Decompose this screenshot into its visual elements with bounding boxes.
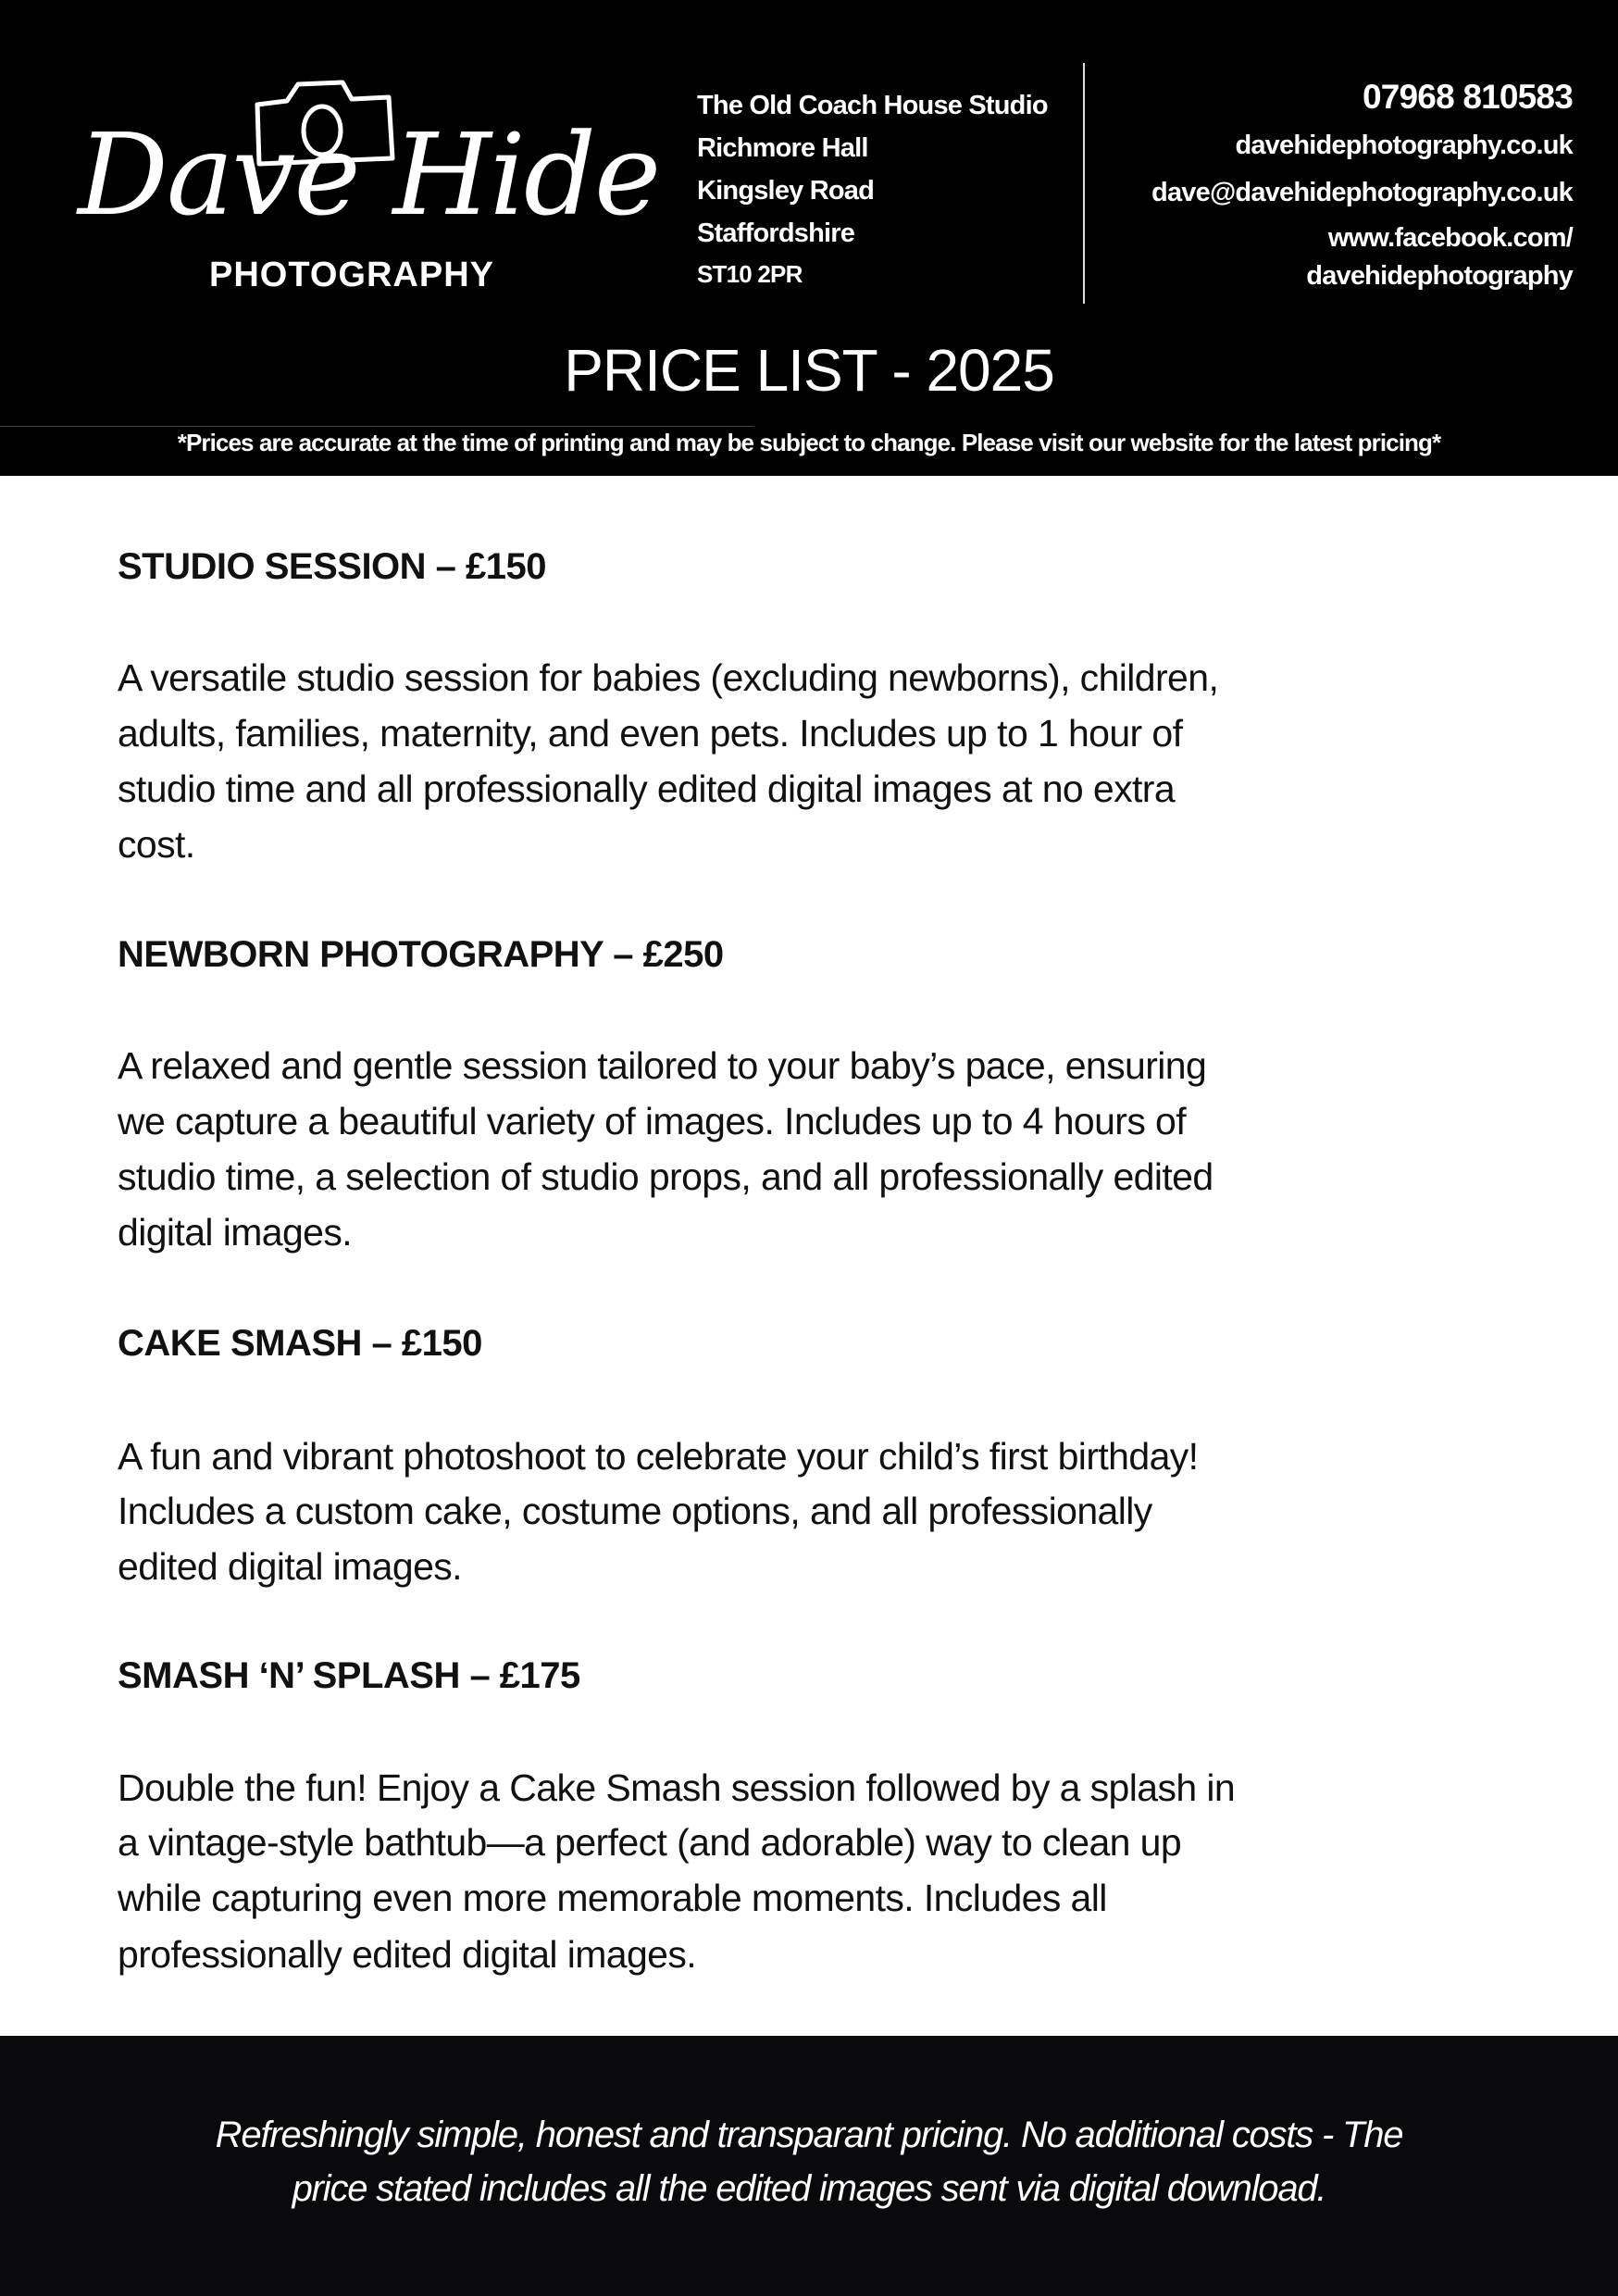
section-text-line: cost. bbox=[118, 823, 195, 866]
divider bbox=[0, 426, 754, 427]
email-link[interactable]: dave@davehidephotography.co.uk bbox=[1151, 178, 1573, 207]
section-text-line: Double the fun! Enjoy a Cake Smash session followed by a splash in bbox=[118, 1766, 1236, 1809]
section-text-line: digital images. bbox=[118, 1211, 353, 1254]
divider bbox=[1083, 63, 1085, 304]
section-text-line: Includes a custom cake, costume options, and all professionally bbox=[118, 1490, 1152, 1532]
section-heading: NEWBORN PHOTOGRAPHY – £250 bbox=[118, 934, 724, 975]
header bbox=[0, 0, 1618, 476]
section-text-line: a vintage-style bathtub—a perfect (and adorable) way to clean up bbox=[118, 1821, 1182, 1864]
address-line: Kingsley Road bbox=[697, 176, 875, 206]
section-text-line: A versatile studio session for babies (excluding newborns), children, bbox=[118, 656, 1219, 699]
section-text-line: adults, families, maternity, and even pets. Includes up to 1 hour of bbox=[118, 712, 1183, 755]
section-heading: CAKE SMASH – £150 bbox=[118, 1323, 482, 1364]
footer-text-line: Refreshingly simple, honest and transparant pricing. No additional costs - The bbox=[215, 2115, 1403, 2155]
section-text-line: we capture a beautiful variety of images. Includes up to 4 hours of bbox=[118, 1100, 1187, 1142]
logo-name: Dave Hide bbox=[78, 109, 660, 241]
address-line: Richmore Hall bbox=[697, 133, 868, 163]
footer bbox=[0, 2036, 1618, 2296]
logo-subtitle: PHOTOGRAPHY bbox=[209, 256, 495, 294]
page-title: PRICE LIST - 2025 bbox=[564, 337, 1054, 404]
section-text-line: professionally edited digital images. bbox=[118, 1933, 697, 1976]
facebook-link-line-1[interactable]: www.facebook.com/ bbox=[1327, 223, 1573, 253]
section-text-line: studio time and all professionally edited digital images at no extra bbox=[118, 767, 1176, 810]
section-text-line: while capturing even more memorable moments. Includes all bbox=[118, 1877, 1107, 1919]
section-text-line: studio time, a selection of studio props, and all professionally edited bbox=[118, 1155, 1214, 1198]
footer-text-line: price stated includes all the edited images sent via digital download. bbox=[292, 2168, 1326, 2209]
section-text-line: A fun and vibrant photoshoot to celebrate your child’s first birthday! bbox=[118, 1435, 1199, 1478]
section-heading: SMASH ‘N’ SPLASH – £175 bbox=[118, 1655, 580, 1696]
section-text-line: edited digital images. bbox=[118, 1545, 462, 1588]
address-line: ST10 2PR bbox=[697, 260, 803, 288]
website-link[interactable]: davehidephotography.co.uk bbox=[1235, 131, 1573, 160]
phone-number: 07968 810583 bbox=[1362, 78, 1573, 116]
address-line: The Old Coach House Studio bbox=[697, 91, 1048, 120]
facebook-link-line-2[interactable]: davehidephotography bbox=[1306, 261, 1573, 291]
address-line: Staffordshire bbox=[697, 218, 855, 248]
section-text-line: A relaxed and gentle session tailored to your baby’s pace, ensuring bbox=[118, 1044, 1207, 1087]
disclaimer: *Prices are accurate at the time of printing and may be subject to change. Please visit our website for the latest pricing* bbox=[177, 429, 1441, 456]
section-heading: STUDIO SESSION – £150 bbox=[118, 546, 547, 587]
